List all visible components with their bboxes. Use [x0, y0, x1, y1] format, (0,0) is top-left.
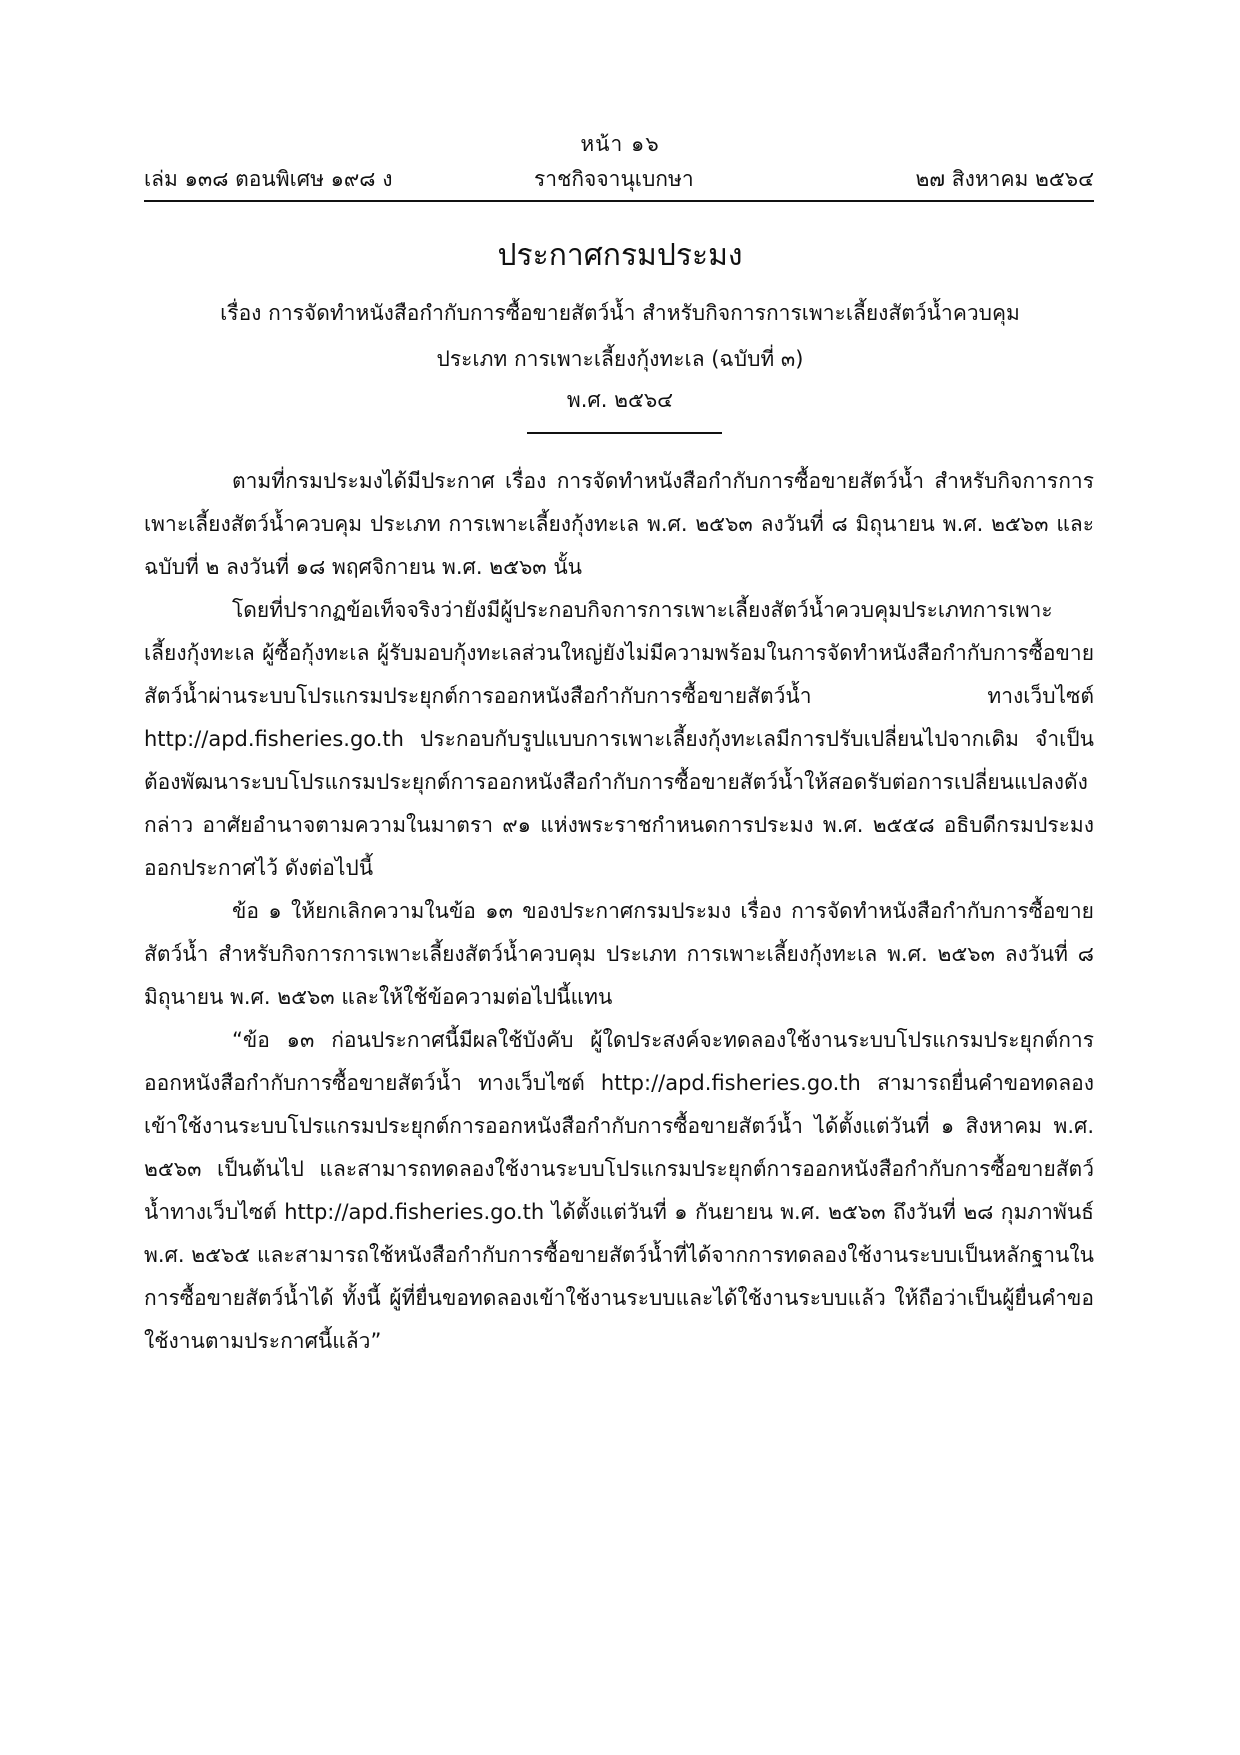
volume-issue: เล่ม ๑๓๘ ตอนพิเศษ ๑๙๘ ง [144, 167, 393, 191]
announcement-subject [170, 290, 1070, 382]
page-number: หน้า ๑๖ [580, 132, 660, 156]
subject-line: เรื่อง การจัดทำหนังสือกำกับการซื้อขายสัตว์น้ำ สำหรับกิจการการเพาะเลี้ยงสัตว์น้ำควบคุม [220, 301, 1020, 325]
body-paragraph: “ข้อ ๑๓ ก่อนประกาศนี้มีผลใช้บังคับ ผู้ใดประสงค์จะทดลองใช้งานระบบโปรแกรมประยุกต์การออกหนังสือกำกับการซื้อขายสัตว์น้ำ ทางเว็บไซต์ http://apd.fisheries.go.th สามารถยื่นคำขอทดลองเข้าใช้งานระบบโปรแกรมประยุกต์การออกหนังสือกำกับการซื้อขายสัตว์น้ำ ได้ตั้งแต่วันที่ ๑ สิงหาคม พ.ศ. ๒๕๖๓ เป็นต้นไป และสามารถทดลองใช้งานระบบโปรแกรมประยุกต์การออกหนังสือกำกับการซื้อขายสัตว์น้ำทางเว็บไซต์ http://apd.fisheries.go.th ได้ตั้งแต่วันที่ ๑ กันยายน พ.ศ. ๒๕๖๓ ถึงวันที่ ๒๘ กุมภาพันธ์ พ.ศ. ๒๕๖๕ และสามารถใช้หนังสือกำกับการซื้อขายสัตว์น้ำที่ได้จากการทดลองใช้งานระบบเป็นหลักฐานในการซื้อขายสัตว์น้ำได้ ทั้งนี้ ผู้ที่ยื่นขอทดลองเข้าใช้งานระบบและได้ใช้งานระบบแล้ว ให้ถือว่าเป็นผู้ยื่นคำขอใช้งานตามประกาศนี้แล้ว” [144, 1028, 1094, 1353]
header-divider [144, 200, 1094, 202]
body-paragraph: โดยที่ปรากฏข้อเท็จจริงว่ายังมีผู้ประกอบกิจการการเพาะเลี้ยงสัตว์น้ำควบคุมประเภทการเพาะเลี้ยงกุ้งทะเล ผู้ซื้อกุ้งทะเล ผู้รับมอบกุ้งทะเลส่วนใหญ่ยังไม่มีความพร้อมในการจัดทำหนังสือกำกับการซื้อขายสัตว์น้ำผ่านระบบโปรแกรมประยุกต์การออกหนังสือกำกับการซื้อขายสัตว์น้ำ ทางเว็บไซต์ http://apd.fisheries.go.th ประกอบกับรูปแบบการเพาะเลี้ยงกุ้งทะเลมีการปรับเปลี่ยนไปจากเดิม จำเป็นต้องพัฒนาระบบโปรแกรมประยุกต์การออกหนังสือกำกับการซื้อขายสัตว์น้ำให้สอดรับต่อการเปลี่ยนแปลงดังกล่าว อาศัยอำนาจตามความในมาตรา ๙๑ แห่งพระราชกำหนดการประมง พ.ศ. ๒๕๕๘ อธิบดีกรมประมงออกประกาศไว้ ดังต่อไปนี้ [144, 598, 1094, 880]
body-paragraph: ตามที่กรมประมงได้มีประกาศ เรื่อง การจัดทำหนังสือกำกับการซื้อขายสัตว์น้ำ สำหรับกิจการการเพาะเลี้ยงสัตว์น้ำควบคุม ประเภท การเพาะเลี้ยงกุ้งทะเล พ.ศ. ๒๕๖๓ ลงวันที่ ๘ มิถุนายน พ.ศ. ๒๕๖๓ และฉบับที่ ๒ ลงวันที่ ๑๘ พฤศจิกายน พ.ศ. ๒๕๖๓ นั้น [144, 469, 1094, 579]
gazette-name: ราชกิจจานุเบกษา [534, 167, 694, 191]
announcement-body [144, 460, 1094, 1363]
publication-date: ๒๗ สิงหาคม ๒๕๖๔ [915, 167, 1094, 191]
title-divider [527, 432, 722, 434]
announcement-year: พ.ศ. ๒๕๖๔ [566, 388, 674, 412]
subject-line: ประเภท การเพาะเลี้ยงกุ้งทะเล (ฉบับที่ ๓) [436, 347, 804, 371]
body-paragraph: ข้อ ๑ ให้ยกเลิกความในข้อ ๑๓ ของประกาศกรมประมง เรื่อง การจัดทำหนังสือกำกับการซื้อขายสัตว์น้ำ สำหรับกิจการการเพาะเลี้ยงสัตว์น้ำควบคุม ประเภท การเพาะเลี้ยงกุ้งทะเล พ.ศ. ๒๕๖๓ ลงวันที่ ๘ มิถุนายน พ.ศ. ๒๕๖๓ และให้ใช้ข้อความต่อไปนี้แทน [144, 899, 1094, 1009]
announcement-title: ประกาศกรมประมง [497, 238, 743, 273]
gazette-header [144, 163, 1094, 195]
